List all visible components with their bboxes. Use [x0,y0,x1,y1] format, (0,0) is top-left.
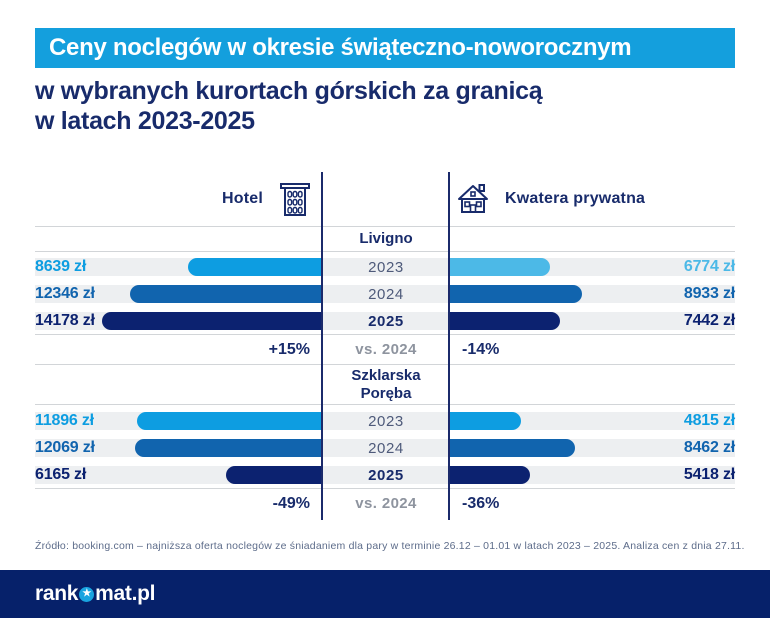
kwatera-price-bar [450,412,521,430]
hotel-cell [35,412,322,430]
hotel-cell [35,258,322,276]
section-header [35,226,735,252]
price-row [35,412,735,430]
hotel-column-header [35,172,322,226]
kwatera-cell [450,285,735,303]
price-row [35,439,735,457]
hotel-building-icon [276,180,314,218]
page-title-banner [35,28,735,68]
kwatera-column-label: Kwatera prywatna [505,190,646,207]
hotel-price-bar [102,312,322,330]
kwatera-price-bar [450,312,560,330]
price-comparison-chart [35,226,735,518]
kwatera-change-label: -14% [462,340,500,358]
hotel-price-bar [135,439,322,457]
year-cell [322,439,450,457]
year-label: 2025 [368,466,404,484]
subtitle-line-2: w latach 2023-2025 [35,107,255,135]
right-column-divider [448,172,450,520]
year-label: 2024 [368,439,404,457]
hotel-price-label: 8639 zł [35,258,87,275]
year-label: 2023 [368,412,404,430]
price-rows [35,252,735,334]
year-cell [322,312,450,330]
kwatera-change-label: -36% [462,494,500,512]
kwatera-price-label: 5418 zł [683,466,735,483]
hotel-change-label: +15% [268,340,310,358]
year-cell [322,285,450,303]
hotel-price-label: 12346 zł [35,285,95,302]
kwatera-cell [450,312,735,330]
kwatera-price-bar [450,466,530,484]
price-row [35,285,735,303]
source-note: Źródło: booking.com – najniższa oferta noclegów ze śniadaniem dla pary w terminie 26.12 – 01.01 w latach 2023 – 2025. Analiza cen z dnia 27.11. [35,540,745,552]
vs-label: vs. 2024 [355,340,417,358]
year-cell [322,466,450,484]
kwatera-cell [450,258,735,276]
location-name: Szklarska Poręba [351,366,421,402]
kwatera-cell [450,439,735,457]
resort-section [35,226,735,364]
kwatera-price-bar [450,258,550,276]
comparison-row [35,488,735,518]
house-icon [454,180,492,218]
kwatera-price-bar [450,285,582,303]
price-row [35,466,735,484]
resort-section [35,364,735,518]
price-rows [35,405,735,488]
hotel-price-bar [226,466,322,484]
kwatera-price-label: 8933 zł [683,285,735,302]
column-headers [35,172,735,226]
section-header [35,364,735,405]
kwatera-column-header [450,172,735,226]
kwatera-cell [450,412,735,430]
year-cell [322,258,450,276]
hotel-price-bar [188,258,322,276]
hotel-price-label: 14178 zł [35,312,95,329]
hotel-change-label: -49% [272,494,310,512]
kwatera-price-label: 8462 zł [683,439,735,456]
kwatera-cell [450,466,735,484]
star-circle-icon: ★ [79,587,94,602]
hotel-price-label: 11896 zł [35,412,94,429]
footer-bar [0,570,770,618]
hotel-price-bar [137,412,322,430]
hotel-cell [35,466,322,484]
hotel-cell [35,285,322,303]
hotel-column-label: Hotel [222,190,263,207]
price-row [35,312,735,330]
hotel-price-label: 12069 zł [35,439,95,456]
price-row [35,258,735,276]
kwatera-price-bar [450,439,575,457]
year-label: 2025 [368,312,404,330]
hotel-cell [35,439,322,457]
comparison-row [35,334,735,364]
logo-text-part2: mat.pl [95,582,156,605]
vs-label: vs. 2024 [355,494,417,512]
left-column-divider [321,172,323,520]
logo-text-part1: rank [35,582,79,605]
location-name: Livigno [359,230,413,247]
year-label: 2024 [368,285,404,303]
subtitle-line-1: w wybranych kurortach górskich za granicą [35,77,543,105]
rankomat-logo [35,582,155,606]
page-subtitle [35,76,735,136]
year-cell [322,412,450,430]
kwatera-price-label: 7442 zł [683,312,735,329]
banner-title: Ceny noclegów w okresie świąteczno-noworocznym [49,34,632,61]
location-label [322,367,450,403]
kwatera-price-label: 6774 zł [683,258,735,275]
hotel-cell [35,312,322,330]
location-label [322,230,450,248]
hotel-price-bar [130,285,322,303]
kwatera-price-label: 4815 zł [683,412,735,429]
year-label: 2023 [368,258,404,276]
hotel-price-label: 6165 zł [35,466,87,483]
